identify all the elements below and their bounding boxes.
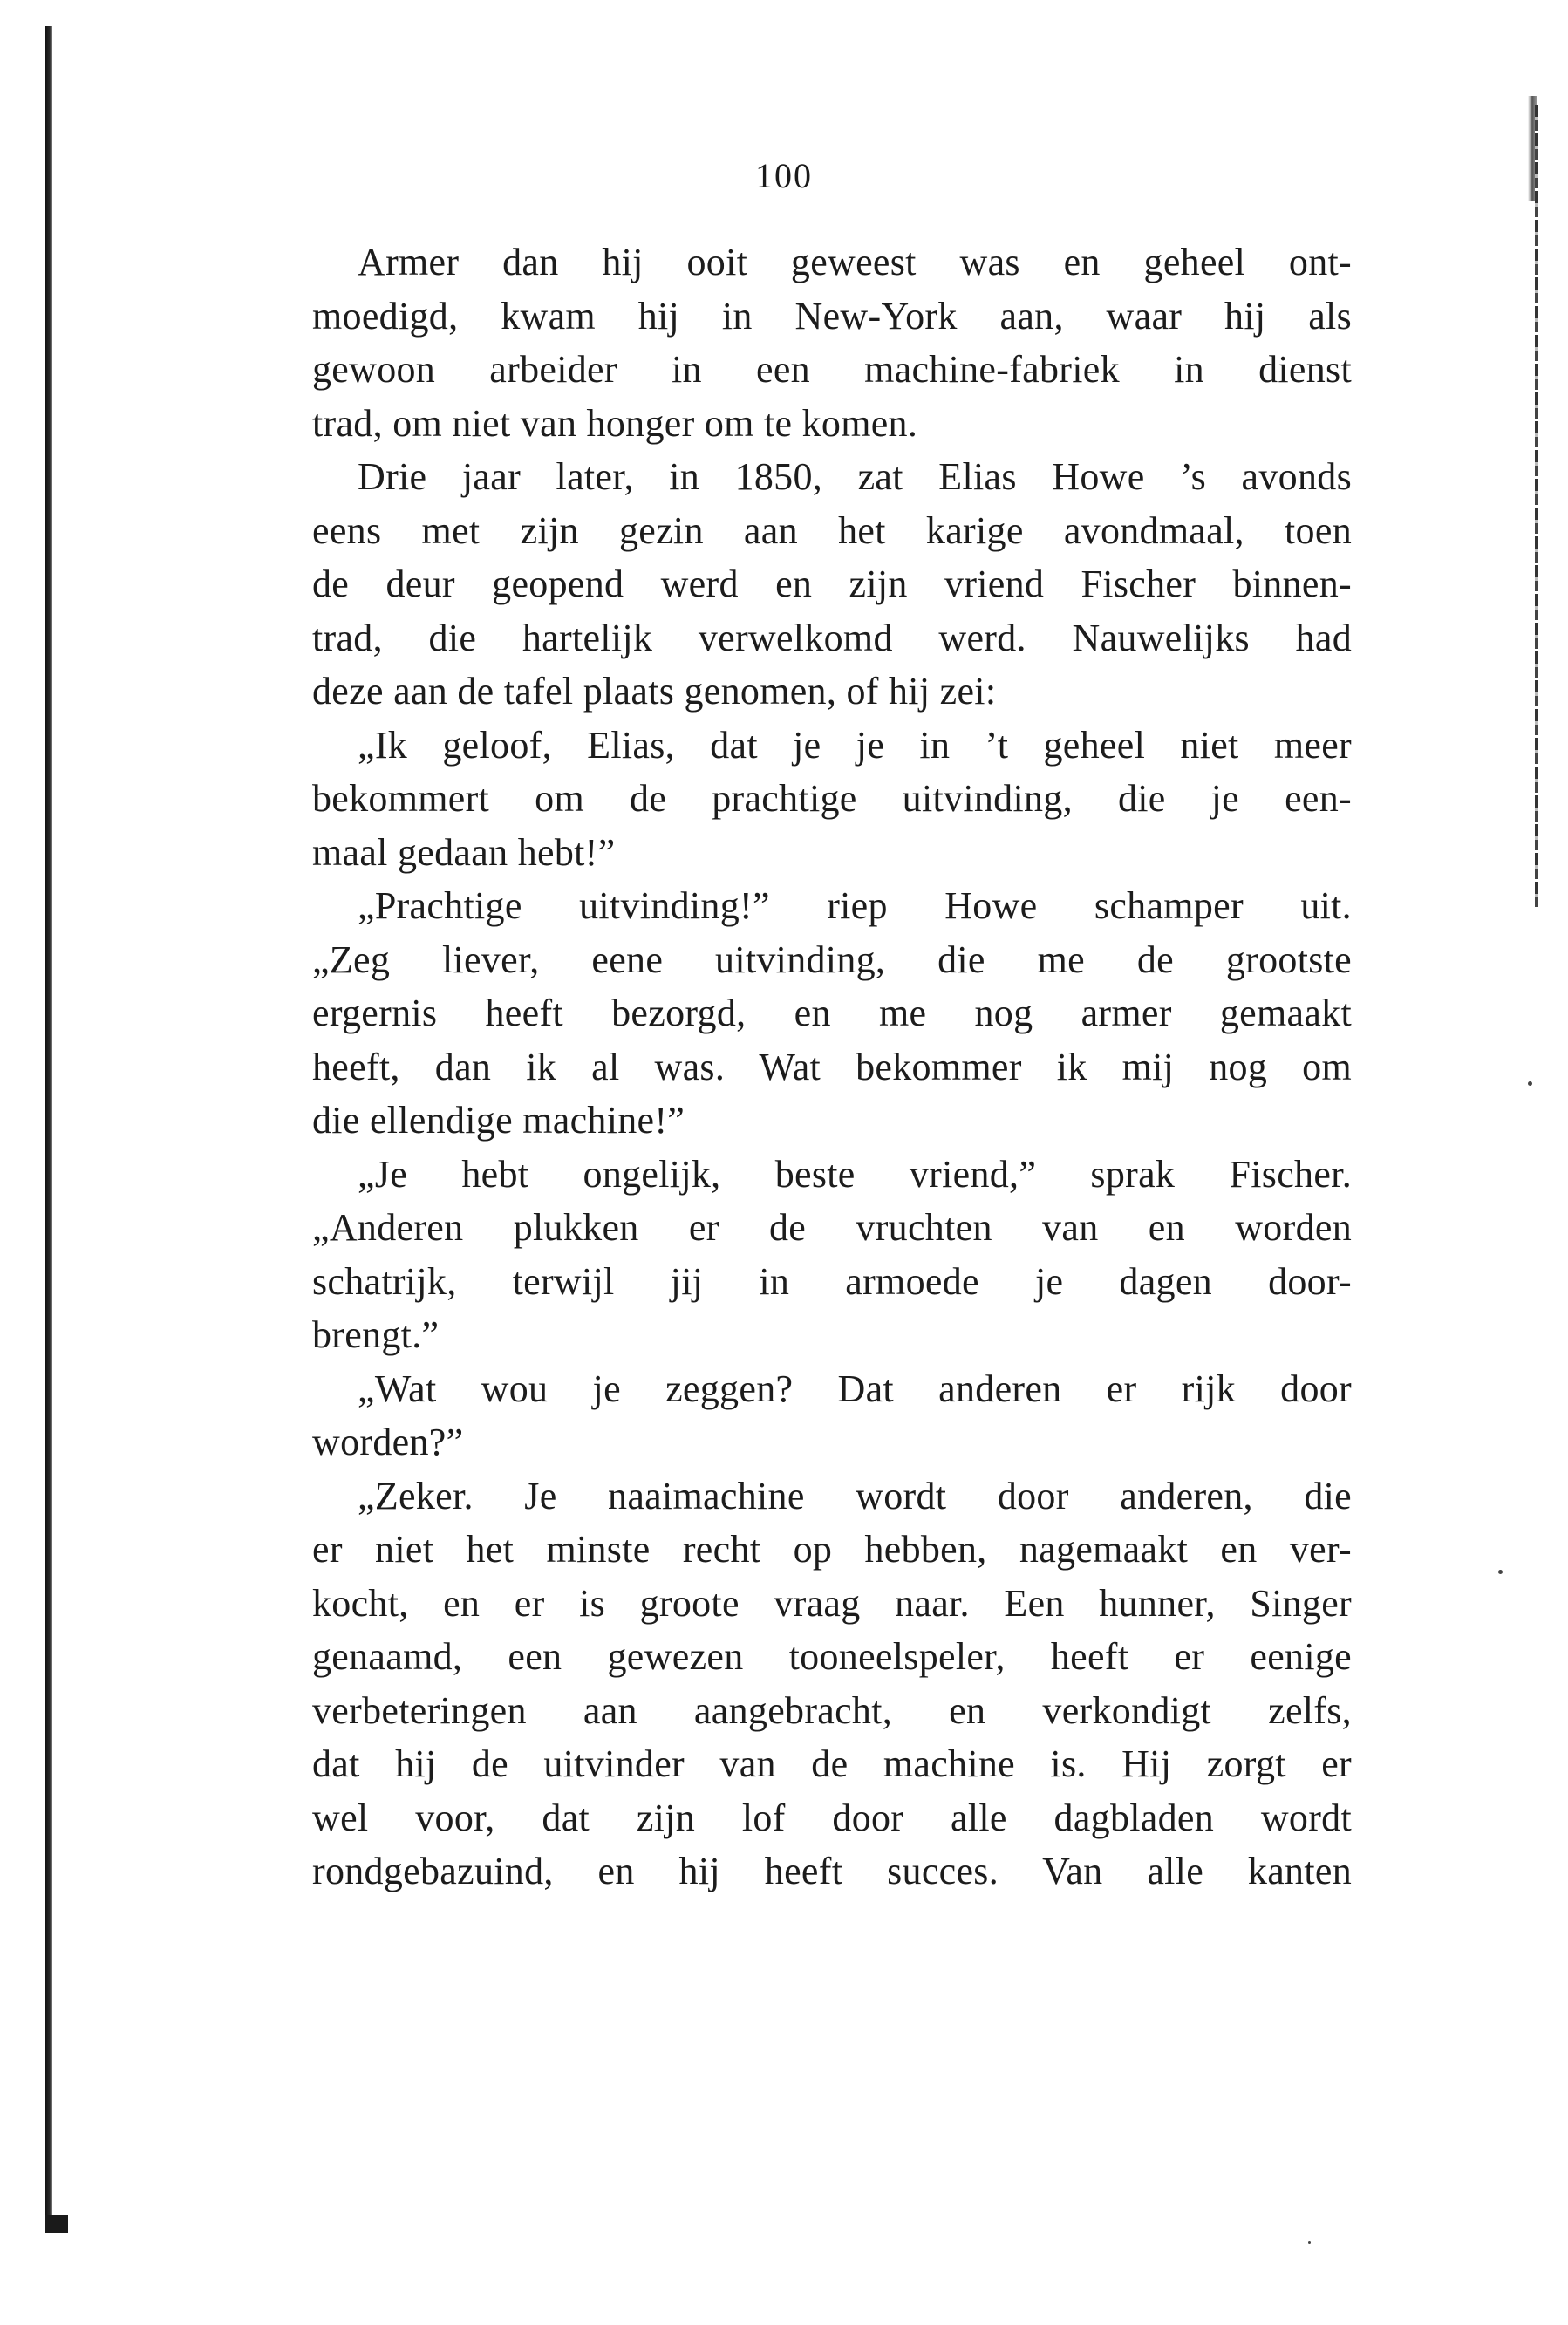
text-line: „Je hebt ongelijk, beste vriend,” sprak Fischer. <box>358 1152 1352 1196</box>
text-line: wel voor, dat zijn lof door alle dagbladen wordt <box>312 1796 1352 1839</box>
text-line: genaamd, een gewezen tooneelspeler, heeft er eenige <box>312 1635 1352 1678</box>
text-line: rondgebazuind, en hij heeft succes. Van alle kanten <box>312 1850 1352 1892</box>
scan-speck <box>1308 2241 1311 2244</box>
text-line: eens met zijn gezin aan het karige avondmaal, toen <box>312 508 1352 552</box>
binding-shadow <box>45 26 52 2233</box>
text-line: trad, die hartelijk verwelkomd werd. Nauwelijks had <box>312 616 1352 659</box>
text-line: „Prachtige uitvinding!” riep Howe schamper uit. <box>358 884 1352 927</box>
text-line: dat hij de uitvinder van de machine is. Hij zorgt er <box>312 1742 1352 1785</box>
scan-speck <box>1528 1081 1532 1086</box>
text-line: trad, om niet van honger om te komen. <box>312 401 918 445</box>
binding-shadow-foot <box>45 2215 68 2233</box>
text-line: „Zeker. Je naaimachine wordt door anderen, die <box>358 1474 1352 1517</box>
text-line: brengt.” <box>312 1313 440 1356</box>
text-line: „Anderen plukken er de vruchten van en worden <box>312 1206 1352 1249</box>
text-line: „Zeg liever, eene uitvinding, die me de grootste <box>312 938 1352 981</box>
text-line: worden?” <box>312 1421 464 1463</box>
text-line: de deur geopend werd en zijn vriend Fischer binnen- <box>312 562 1352 605</box>
body-text <box>312 235 1352 1899</box>
scan-speck <box>1498 1570 1503 1574</box>
text-line: schatrijk, terwijl jij in armoede je dagen door- <box>312 1259 1352 1303</box>
text-line: moedigd, kwam hij in New-York aan, waar hij als <box>312 294 1352 338</box>
text-line: ergernis heeft bezorgd, en me nog armer gemaakt <box>312 992 1352 1034</box>
text-line: heeft, dan ik al was. Wat bekommer ik mij nog om <box>312 1045 1352 1088</box>
text-line: die ellendige machine!” <box>312 1099 685 1142</box>
text-line: Drie jaar later, in 1850, zat Elias Howe ’s avonds <box>358 455 1352 498</box>
text-line: maal gedaan hebt!” <box>312 830 616 874</box>
text-line: deze aan de tafel plaats genomen, of hij zei: <box>312 670 997 712</box>
page-edge-speckle <box>1535 105 1538 907</box>
text-line: gewoon arbeider in een machine-fabriek in dienst <box>312 348 1352 391</box>
text-line: „Wat wou je zeggen? Dat anderen er rijk door <box>358 1367 1352 1410</box>
text-line: verbeteringen aan aangebracht, en verkondigt zelfs, <box>312 1688 1352 1732</box>
page-number: 100 <box>755 156 813 195</box>
text-line: kocht, en er is groote vraag naar. Een hunner, Singer <box>312 1581 1352 1625</box>
text-line: bekommert om de prachtige uitvinding, die je een- <box>312 777 1352 820</box>
text-line: er niet het minste recht op hebben, nagemaakt en ver- <box>312 1528 1352 1571</box>
text-line: „Ik geloof, Elias, dat je je in ’t geheel niet meer <box>358 723 1352 767</box>
text-line: Armer dan hij ooit geweest was en geheel ont- <box>358 241 1352 283</box>
